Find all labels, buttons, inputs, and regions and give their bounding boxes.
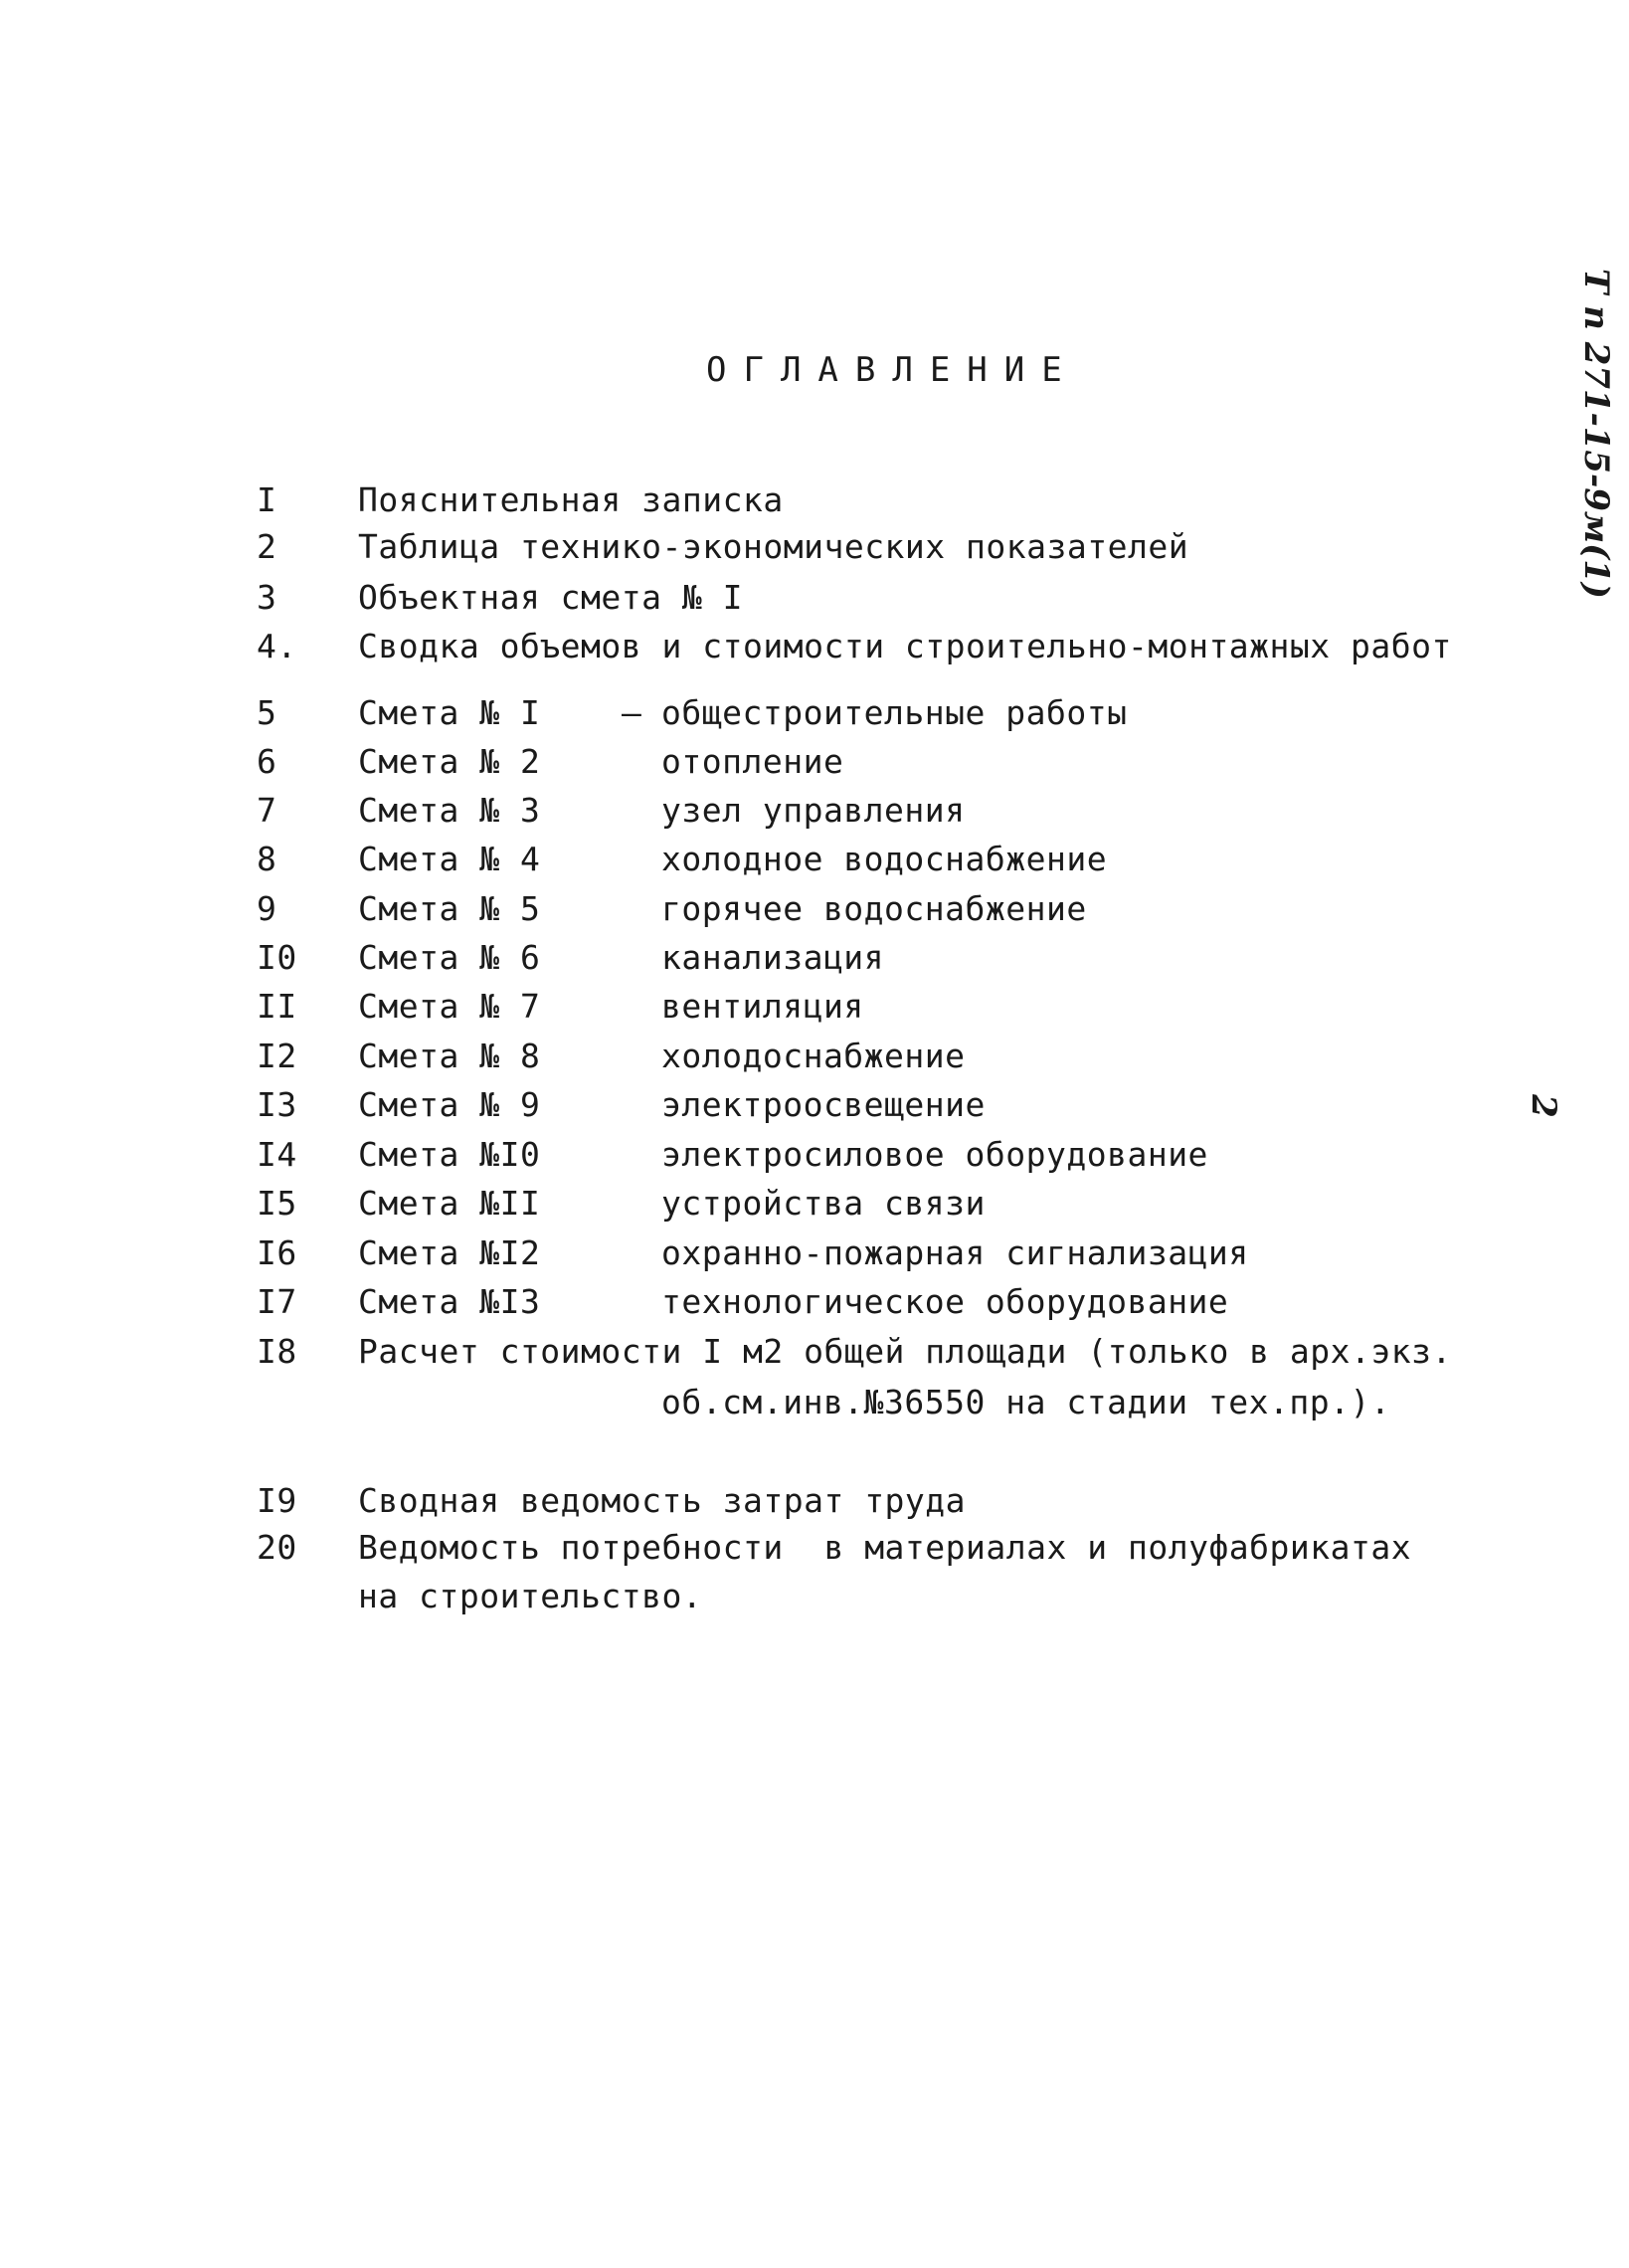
- toc-item-title: Смета № 3: [358, 791, 541, 830]
- toc-item-number: I0: [257, 938, 297, 977]
- toc-item-description: охранно-пожарная сигнализация: [661, 1233, 1249, 1272]
- toc-item-title: Смета № I: [358, 693, 541, 732]
- toc-item-title: Смета № 4: [358, 840, 541, 878]
- toc-item-number: I5: [257, 1184, 297, 1223]
- toc-item-description: узел управления: [661, 791, 966, 830]
- toc-item-description: электросиловое оборудование: [661, 1135, 1208, 1174]
- page-title: ОГЛАВЛЕНИЕ: [706, 350, 1079, 390]
- toc-item-number: 20: [257, 1528, 297, 1567]
- toc-item-title: Смета № 7: [358, 987, 541, 1026]
- toc-item-number: 7: [257, 791, 277, 830]
- toc-item-number: I3: [257, 1085, 297, 1124]
- toc-item-number: 9: [257, 889, 277, 928]
- toc-item-description: общестроительные работы: [661, 693, 1128, 732]
- toc-item-title: Смета №I2: [358, 1233, 541, 1272]
- toc-item-description: холодное водоснабжение: [661, 840, 1108, 878]
- toc-item-title: Объектная смета № I: [358, 578, 743, 617]
- toc-item-number: 5: [257, 693, 277, 732]
- toc-item-title: Смета № 8: [358, 1037, 541, 1075]
- toc-item-description: канализация: [661, 938, 885, 977]
- toc-item-number: 3: [257, 578, 277, 617]
- toc-item-description: горячее водоснабжение: [661, 889, 1087, 928]
- toc-item-title: Смета № 9: [358, 1085, 541, 1124]
- toc-item-title: Сводная ведомость затрат труда: [358, 1481, 967, 1520]
- toc-item-number: 2: [257, 527, 277, 566]
- toc-item-number: 6: [257, 742, 277, 781]
- toc-item-description: электроосвещение: [661, 1085, 986, 1124]
- toc-item-number: I8: [257, 1332, 297, 1371]
- toc-item-number: 4.: [257, 627, 297, 665]
- toc-item-title: Смета № 5: [358, 889, 541, 928]
- toc-item-description: вентиляция: [661, 987, 864, 1026]
- toc-item-description: отопление: [661, 742, 844, 781]
- toc-item-title: Ведомость потребности в материалах и полуфабрикатах: [358, 1528, 1412, 1567]
- toc-item-number: I7: [257, 1282, 297, 1321]
- toc-item-number: I4: [257, 1135, 297, 1174]
- toc-item-title-continued: об.см.инв.№36550 на стадии тех.пр.).: [661, 1383, 1391, 1421]
- toc-item-title: Смета №I3: [358, 1282, 541, 1321]
- toc-item-number: I2: [257, 1037, 297, 1075]
- toc-item-title: Смета № 2: [358, 742, 541, 781]
- toc-item-number: I: [257, 480, 277, 519]
- toc-item-description: устройства связи: [661, 1184, 986, 1223]
- toc-item-description: холодоснабжение: [661, 1037, 966, 1075]
- toc-item-title: Сводка объемов и стоимости строительно-монтажных работ: [358, 627, 1452, 665]
- toc-item-number: II: [257, 987, 297, 1026]
- toc-item-description: технологическое оборудование: [661, 1282, 1229, 1321]
- toc-item-number: 8: [257, 840, 277, 878]
- toc-item-number: I6: [257, 1233, 297, 1272]
- toc-item-title: Смета № 6: [358, 938, 541, 977]
- toc-item-title: на строительство.: [358, 1577, 703, 1615]
- toc-item-number: I9: [257, 1481, 297, 1520]
- page-number: 2: [1523, 1094, 1563, 1118]
- toc-item-title: Расчет стоимости I м2 общей площади (только в арх.экз.: [358, 1332, 1452, 1371]
- toc-item-title: Таблица технико-экономических показателей: [358, 527, 1189, 566]
- toc-dash: –: [622, 693, 642, 732]
- document-code-stamp: Т п 271-15-9м(1): [1576, 269, 1616, 600]
- toc-item-title: Смета №II: [358, 1184, 541, 1223]
- toc-item-title: Смета №I0: [358, 1135, 541, 1174]
- toc-item-title: Пояснительная записка: [358, 480, 784, 519]
